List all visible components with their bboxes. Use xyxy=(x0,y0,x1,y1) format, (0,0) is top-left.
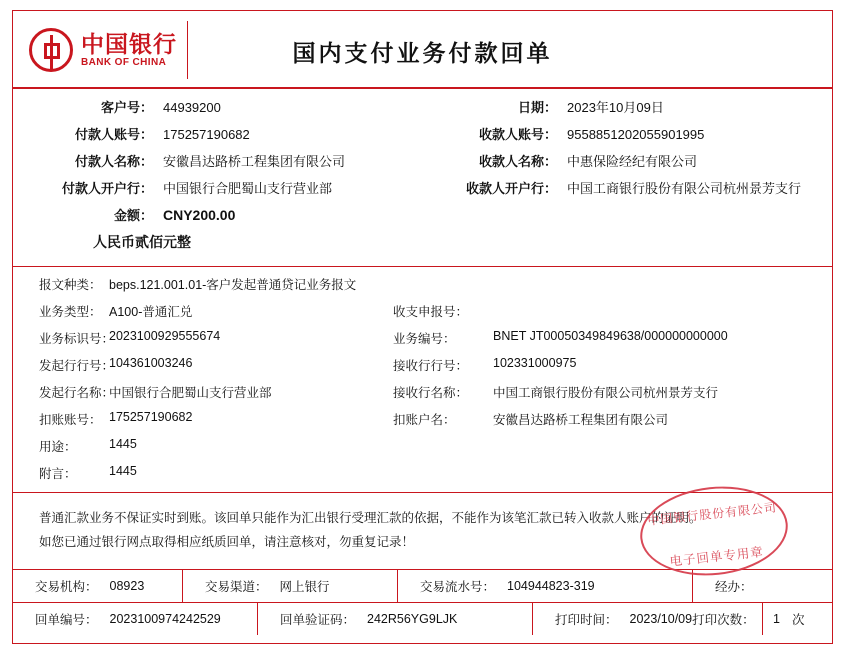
row-accounts xyxy=(13,124,832,143)
payer-account-label: 付款人账号： xyxy=(74,127,153,142)
serial-value: 104944823-319 xyxy=(507,579,595,593)
field-payer-bank xyxy=(13,178,425,197)
field-biz-mark xyxy=(13,329,393,347)
field-purpose xyxy=(13,437,393,455)
receipt-header xyxy=(13,11,832,89)
amount-value: CNY200.00 xyxy=(163,207,236,223)
verify-value: 242R56YG9LJK xyxy=(367,612,458,626)
field-org xyxy=(13,570,183,602)
field-payer-name xyxy=(13,151,425,170)
recv-bank-name-label: 接收行名称： xyxy=(393,386,469,400)
biz-type-label: 业务类型： xyxy=(39,305,102,319)
field-msg-type xyxy=(13,275,356,293)
amount-label: 金额： xyxy=(113,208,153,223)
seal-bottom-text: 电子回单专用章 xyxy=(668,544,765,569)
page-title: 国内支付业务付款回单 xyxy=(292,40,553,66)
field-income-apply xyxy=(393,302,823,320)
field-recv-bank-no xyxy=(393,356,823,374)
field-send-bank-name xyxy=(13,383,393,401)
recv-bank-no-label: 接收行行号： xyxy=(393,359,469,373)
row-amount-words xyxy=(13,232,832,252)
row-customer-date xyxy=(13,97,832,116)
field-verify-code xyxy=(258,603,533,635)
row-remark xyxy=(13,464,832,482)
payee-bank-value: 中国工商银行股份有限公司杭州景芳支行 xyxy=(567,181,802,196)
field-remark xyxy=(13,464,393,482)
transaction-detail xyxy=(13,267,832,493)
row-msg-type xyxy=(13,275,832,293)
send-bank-name-value: 中国银行合肥蜀山支行营业部 xyxy=(109,386,272,400)
print-time-value: 2023/10/09 xyxy=(629,612,693,626)
purpose-label: 用途： xyxy=(39,440,77,454)
customer-no-label: 客户号： xyxy=(100,100,153,115)
amount-in-words: 人民币贰佰元整 xyxy=(93,234,191,250)
row-bank-no xyxy=(13,356,832,374)
field-biz-type xyxy=(13,302,393,320)
payee-name-value: 中惠保险经纪有限公司 xyxy=(567,154,698,169)
row-bank-name xyxy=(13,383,832,401)
footer-row-2 xyxy=(13,602,832,635)
remark-label: 附言： xyxy=(39,467,77,481)
send-bank-name-label: 发起行名称： xyxy=(39,386,115,400)
payment-summary xyxy=(13,89,832,267)
field-debit-account xyxy=(13,410,393,428)
field-biz-no xyxy=(393,329,823,347)
verify-label: 回单验证码： xyxy=(280,613,356,627)
field-payee-bank xyxy=(425,178,830,197)
income-apply-label: 收支申报号： xyxy=(393,305,469,319)
print-count-value: 1 xyxy=(773,612,780,626)
receipt-no-label: 回单编号： xyxy=(35,613,98,627)
biz-mark-label: 业务标识号： xyxy=(39,332,115,346)
debit-name-label: 扣账户名： xyxy=(393,413,456,427)
debit-account-label: 扣账账号： xyxy=(39,413,102,427)
org-value: 08923 xyxy=(109,579,145,593)
notice-block xyxy=(13,493,832,569)
field-receipt-no xyxy=(13,603,258,635)
payee-bank-label: 收款人开户行： xyxy=(465,181,557,196)
send-bank-no-value: 104361003246 xyxy=(109,356,193,370)
org-label: 交易机构： xyxy=(35,580,98,594)
field-channel xyxy=(183,570,398,602)
row-banks xyxy=(13,178,832,197)
row-amount xyxy=(13,205,832,224)
bank-name-en: BANK OF CHINA xyxy=(81,57,167,69)
channel-label: 交易渠道： xyxy=(205,580,268,594)
biz-mark-value: 2023100929555674 xyxy=(109,329,221,343)
receipt-no-value: 2023100974242529 xyxy=(109,612,221,626)
row-names xyxy=(13,151,832,170)
biz-type-value: A100-普通汇兑 xyxy=(109,305,193,319)
msg-type-label: 报文种类： xyxy=(39,278,102,292)
field-send-bank-no xyxy=(13,356,393,374)
payer-bank-label: 付款人开户行： xyxy=(61,181,153,196)
field-date xyxy=(425,97,830,116)
payer-account-value: 175257190682 xyxy=(163,127,250,142)
payer-bank-value: 中国银行合肥蜀山支行营业部 xyxy=(163,181,333,196)
official-seal-icon xyxy=(636,480,792,583)
notice-line-1: 普通汇款业务不保证实时到账。该回单只能作为汇出银行受理汇款的依据，不能作为该笔汇款已转入收款人账户的证明。 xyxy=(39,511,702,525)
channel-value: 网上银行 xyxy=(279,580,330,594)
field-payee-account xyxy=(425,124,830,143)
send-bank-no-label: 发起行行号： xyxy=(39,359,115,373)
date-label: 日期： xyxy=(517,100,557,115)
row-biz-mark xyxy=(13,329,832,347)
field-payee-name xyxy=(425,151,830,170)
receipt-sheet xyxy=(12,10,833,644)
recv-bank-name-value: 中国工商银行股份有限公司杭州景芳支行 xyxy=(493,386,719,400)
remark-value: 1445 xyxy=(109,464,137,478)
notice-line-2: 如您已通过银行网点取得相应纸质回单，请注意核对，勿重复记录！ xyxy=(39,534,415,549)
seal-top-text: 中国银行股份有限公司 xyxy=(646,500,778,528)
payee-account-value: 9558851202055901995 xyxy=(567,127,705,142)
recv-bank-no-value: 102331000975 xyxy=(493,356,577,370)
serial-label: 交易流水号： xyxy=(420,580,496,594)
row-debit xyxy=(13,410,832,428)
print-count-label: 打印次数： xyxy=(692,613,755,627)
payee-name-label: 收款人名称： xyxy=(478,154,557,169)
bank-name-cn: 中国银行 xyxy=(81,30,177,57)
field-customer-no xyxy=(13,97,425,116)
biz-no-value: BNET JT00050349849638/000000000000 xyxy=(493,329,728,343)
payer-name-label: 付款人名称： xyxy=(74,154,153,169)
date-value: 2023年10月09日 xyxy=(567,100,664,115)
msg-type-value: beps.121.001.01-客户发起普通贷记业务报文 xyxy=(109,278,357,292)
debit-account-value: 175257190682 xyxy=(109,410,193,424)
operator-label: 经办： xyxy=(715,580,753,594)
row-biz-type xyxy=(13,302,832,320)
field-print-count xyxy=(763,603,832,635)
field-print-time xyxy=(533,603,763,635)
row-purpose xyxy=(13,437,832,455)
print-count-unit: 次 xyxy=(791,613,805,627)
payee-account-label: 收款人账号： xyxy=(478,127,557,142)
print-time-label: 打印时间： xyxy=(555,613,618,627)
biz-no-label: 业务编号： xyxy=(393,332,456,346)
field-payer-account xyxy=(13,124,425,143)
purpose-value: 1445 xyxy=(109,437,137,451)
customer-no-value: 44939200 xyxy=(163,100,221,115)
debit-name-value: 安徽昌达路桥工程集团有限公司 xyxy=(493,413,669,427)
payer-name-value: 安徽昌达路桥工程集团有限公司 xyxy=(163,154,346,169)
field-recv-bank-name xyxy=(393,383,823,401)
field-debit-name xyxy=(393,410,823,428)
